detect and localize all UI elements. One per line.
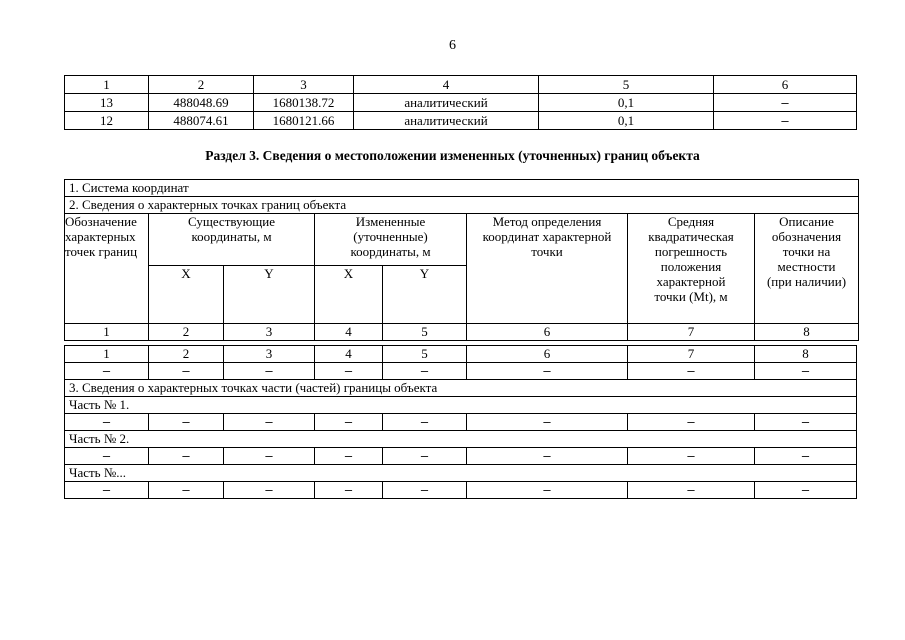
dash-cell: – [755,363,857,380]
column-number: 1 [65,324,149,341]
existing-line: Существующие [187,214,276,229]
accuracy-line: точки (Mt), м [654,289,728,304]
dash-cell: – [65,414,149,431]
column-number: 6 [467,324,628,341]
x-cell: 488074.61 [149,112,254,130]
column-number: 2 [149,324,224,341]
page-number: 6 [449,38,456,53]
header-cell: 5 [539,76,714,94]
designation-line: Обозначение [65,214,137,229]
dash-cell: – [224,414,315,431]
method-line: точки [531,244,563,259]
part-label-row [65,397,857,414]
dash-cell: – [467,482,628,499]
method-header [467,214,628,324]
description-line: (при наличии) [766,274,847,289]
points-table [64,345,857,499]
point-id-cell: 13 [65,94,149,112]
dash-cell: – [755,414,857,431]
dash-cell: – [467,363,628,380]
points-label-row [65,197,859,214]
existing-line: координаты, м [191,229,272,244]
header-cell: 1 [65,76,149,94]
accuracy-cell: 0,1 [539,112,714,130]
column-header-row [65,214,859,266]
existing-y-header: Y [224,266,315,324]
dash-cell: – [149,414,224,431]
x-cell: 488048.69 [149,94,254,112]
column-number: 4 [315,346,383,363]
changed-line: координаты, м [350,244,431,259]
dash-cell: – [315,363,383,380]
parts-label: 3. Сведения о характерных точках части (частей) границы объекта [65,380,857,397]
column-number: 2 [149,346,224,363]
dash-cell: – [467,448,628,465]
accuracy-line: квадратическая [648,229,734,244]
dash-cell: – [315,414,383,431]
designation-header [65,214,149,324]
accuracy-cell: 0,1 [539,94,714,112]
coord-system-row [65,180,859,197]
dash-cell: – [65,482,149,499]
column-number-row [65,346,857,363]
column-number-row [65,324,859,341]
part1-label: Часть № 1. [65,397,857,414]
table-row [65,448,857,465]
dash-cell: – [65,448,149,465]
header-cell: 4 [354,76,539,94]
dash-cell: – [65,363,149,380]
existing-coords-header [149,214,315,266]
table-row [65,94,857,112]
accuracy-line: погрешность [654,244,728,259]
changed-line: Измененные [355,214,426,229]
table-row [65,414,857,431]
designation-line: точек границ [65,244,138,259]
changed-coords-header [315,214,467,266]
part-label-row [65,431,857,448]
points-continuation-table [64,75,857,130]
dash-cell: – [224,448,315,465]
method-cell: аналитический [354,112,539,130]
dash-cell: – [755,482,857,499]
accuracy-line: Средняя [667,214,715,229]
description-cell: – [714,94,857,112]
part-label-row [65,465,857,482]
dash-cell: – [315,448,383,465]
section-title: Раздел 3. Сведения о местоположении измененных (уточненных) границ объекта [205,148,700,163]
column-number: 7 [628,346,755,363]
dash-cell: – [383,448,467,465]
column-number: 5 [383,324,467,341]
dash-cell: – [149,482,224,499]
dash-cell: – [628,363,755,380]
parts-label-row [65,380,857,397]
dash-cell: – [315,482,383,499]
table-row [65,112,857,130]
changed-line: (уточненные) [353,229,428,244]
header-cell: 6 [714,76,857,94]
header-cell: 3 [254,76,354,94]
header-cell: 2 [149,76,254,94]
description-line: обозначения [771,229,842,244]
y-cell: 1680121.66 [254,112,354,130]
dash-cell: – [628,482,755,499]
section-header-table [64,179,859,341]
part2-label: Часть № 2. [65,431,857,448]
column-number: 8 [755,346,857,363]
column-number: 4 [315,324,383,341]
accuracy-line: характерной [656,274,726,289]
table-row [65,363,857,380]
method-line: координат характерной [482,229,612,244]
accuracy-line: положения [660,259,722,274]
dash-cell: – [149,448,224,465]
changed-y-header: Y [383,266,467,324]
column-number: 1 [65,346,149,363]
point-id-cell: 12 [65,112,149,130]
dash-cell: – [467,414,628,431]
column-number: 3 [224,324,315,341]
table-row [65,482,857,499]
description-line: Описание [779,214,834,229]
partn-label: Часть №... [65,465,857,482]
table-header-row [65,76,857,94]
dash-cell: – [224,482,315,499]
description-line: местности [777,259,836,274]
description-cell: – [714,112,857,130]
column-number: 8 [755,324,859,341]
column-number: 5 [383,346,467,363]
column-number: 6 [467,346,628,363]
method-cell: аналитический [354,94,539,112]
dash-cell: – [755,448,857,465]
y-cell: 1680138.72 [254,94,354,112]
column-number: 3 [224,346,315,363]
dash-cell: – [383,414,467,431]
existing-x-header: X [149,266,224,324]
description-header [755,214,859,324]
designation-line: характерных [65,229,136,244]
dash-cell: – [224,363,315,380]
dash-cell: – [383,482,467,499]
method-line: Метод определения [492,214,602,229]
dash-cell: – [149,363,224,380]
dash-cell: – [628,414,755,431]
accuracy-header [628,214,755,324]
coord-system-label: 1. Система координат [65,180,859,197]
column-number: 7 [628,324,755,341]
changed-x-header: X [315,266,383,324]
dash-cell: – [383,363,467,380]
dash-cell: – [628,448,755,465]
description-line: точки на [782,244,831,259]
points-label: 2. Сведения о характерных точках границ объекта [65,197,859,214]
